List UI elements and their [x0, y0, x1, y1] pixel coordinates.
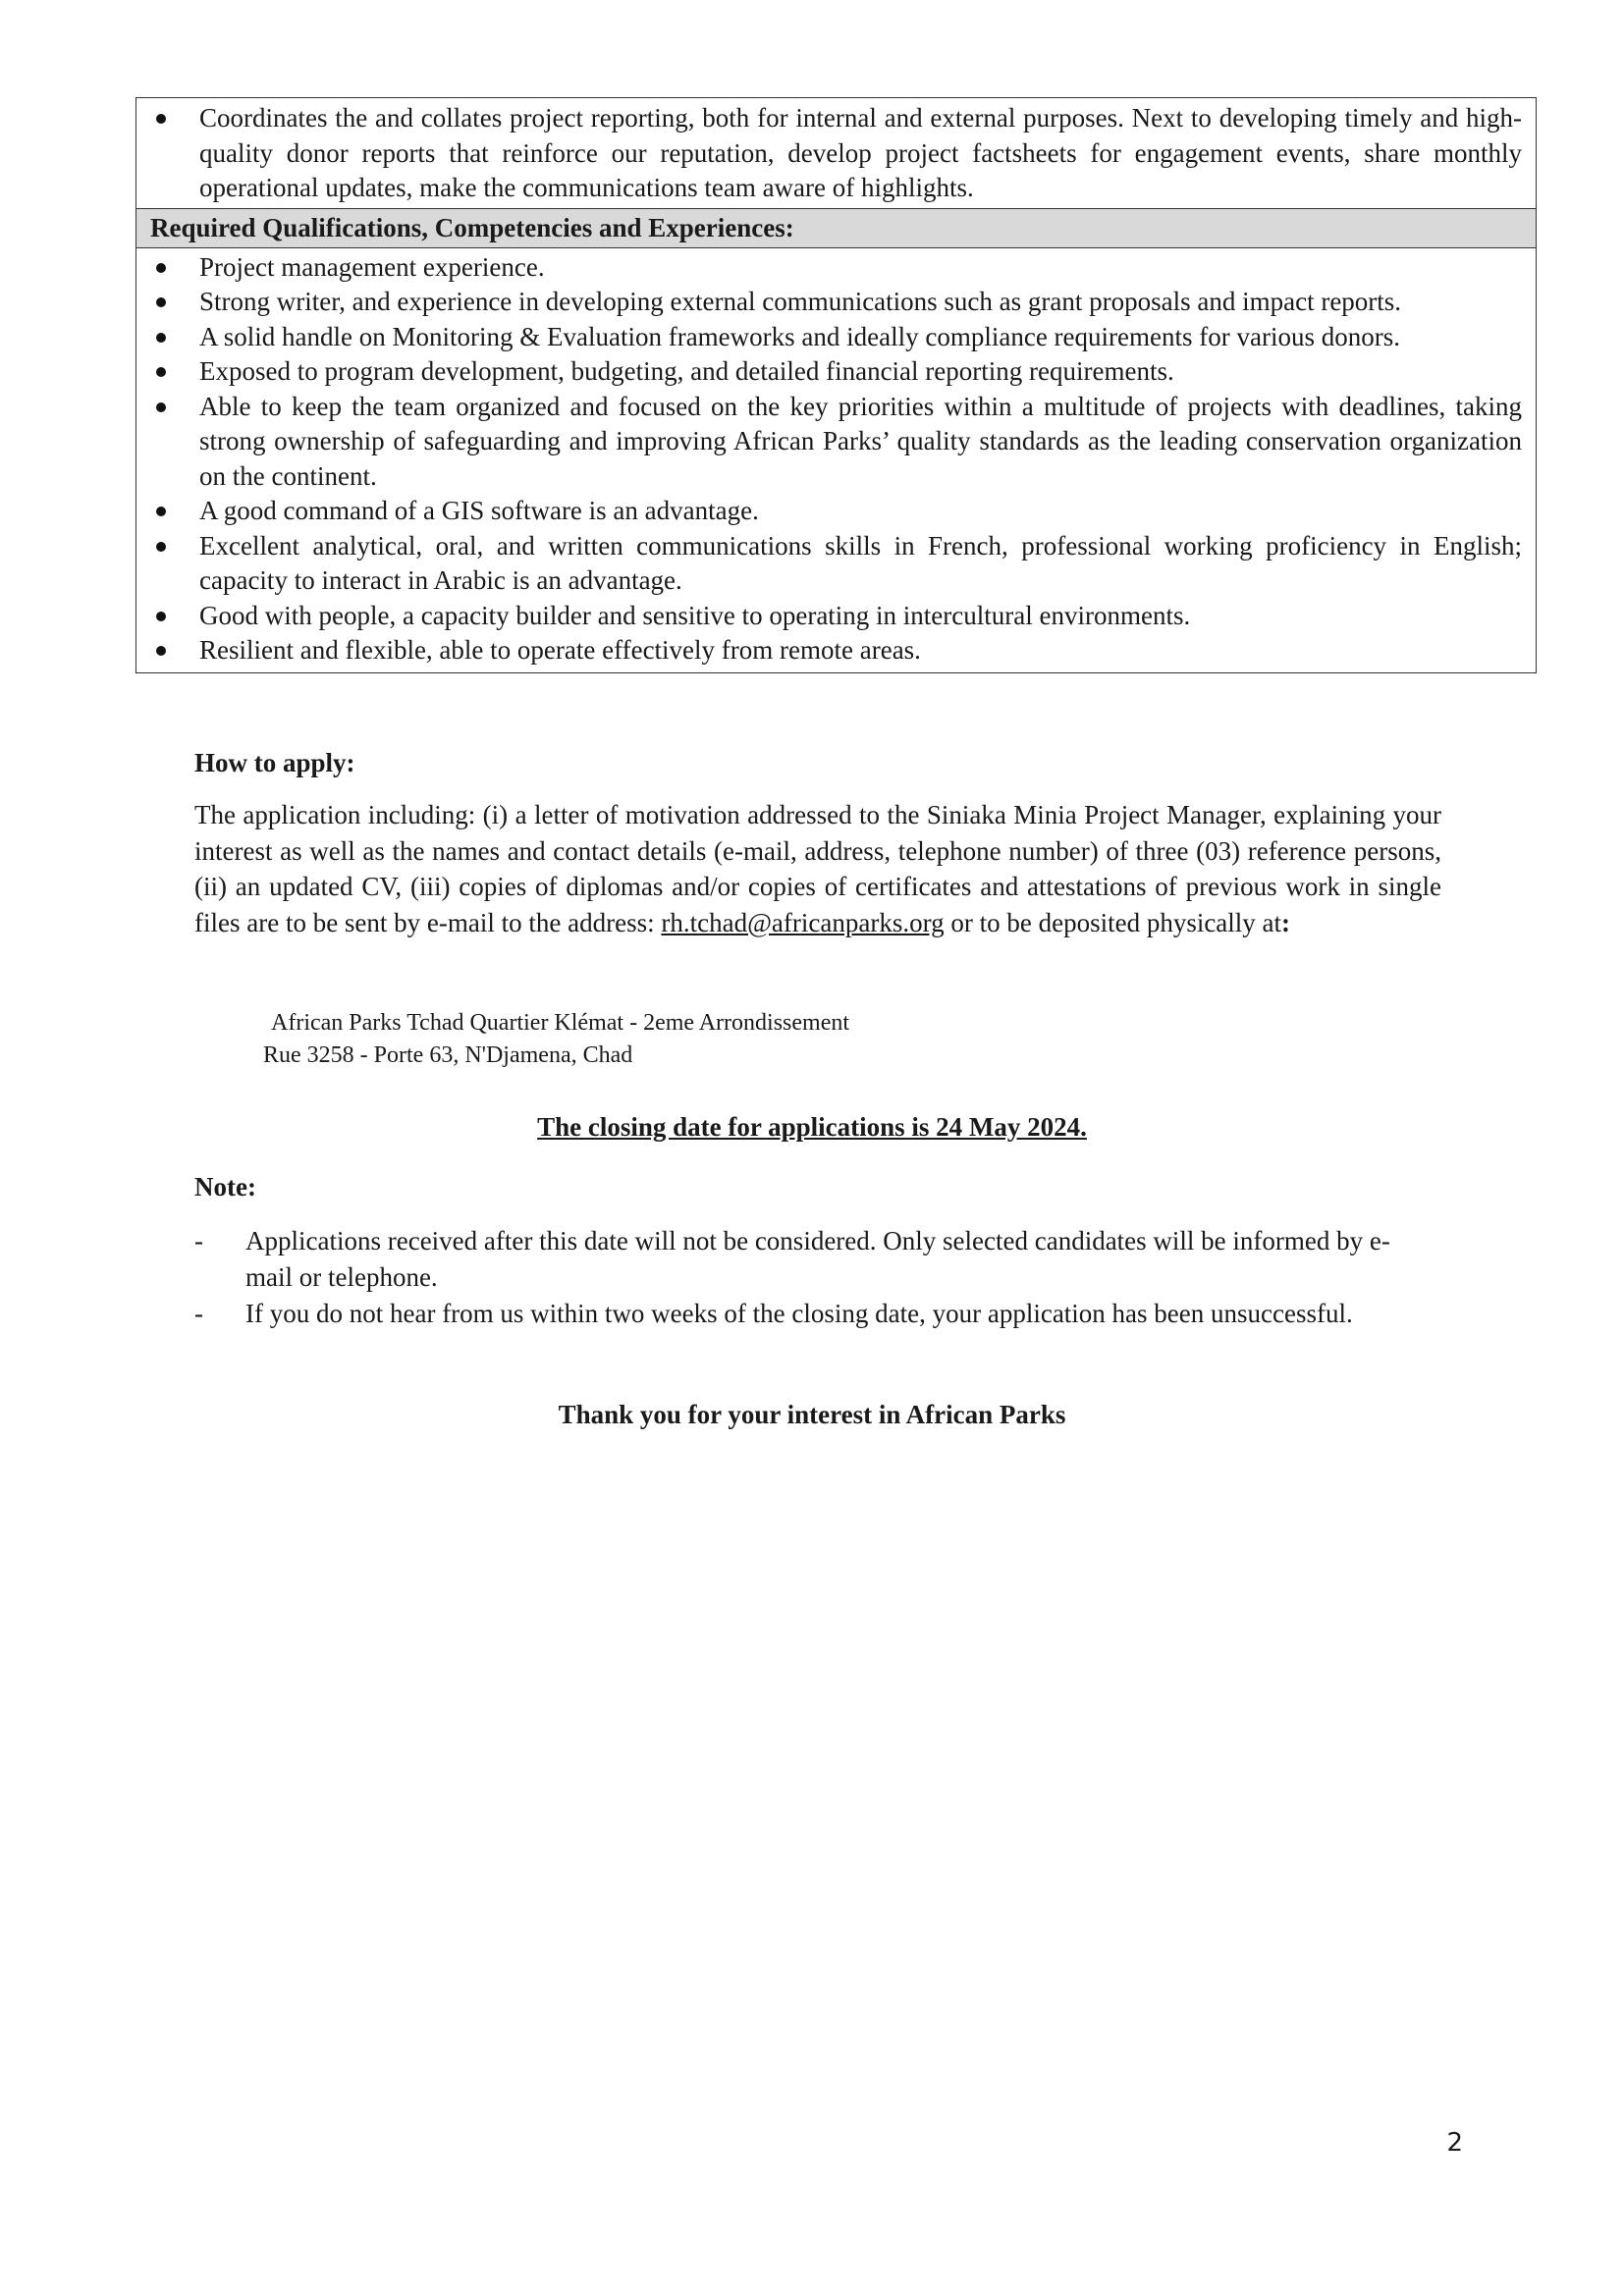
responsibilities-cell: [136, 98, 1536, 209]
how-to-apply-heading: How to apply:: [194, 748, 355, 777]
qualifications-header: Required Qualifications, Competencies and Experiences:: [136, 209, 1536, 248]
bullet-icon: [156, 114, 166, 124]
responsibility-item: Coordinates the and collates project reporting, both for internal and external purposes. Next to developing timely and high-quality donor reports that reinforce our reputation, develop project factsheets for engagement events, share monthly operational updates, make the communications team aware of highlights.: [150, 101, 1522, 206]
qualification-item: A solid handle on Monitoring & Evaluation frameworks and ideally compliance requirements for various donors.: [150, 320, 1522, 355]
page-number: 2: [1446, 2128, 1463, 2158]
qualification-item: Good with people, a capacity builder and sensitive to operating in intercultural environments.: [150, 599, 1522, 634]
address-line-1: African Parks Tchad Quartier Klémat - 2eme Arrondissement: [271, 1010, 850, 1036]
bullet-icon: [156, 402, 166, 412]
qualification-item: Excellent analytical, oral, and written communications skills in French, professional working proficiency in English; capacity to interact in Arabic is an advantage.: [150, 529, 1522, 599]
closing-date: The closing date for applications is 24 May 2024.: [537, 1112, 1087, 1142]
qualifications-cell: [136, 248, 1536, 672]
bullet-icon: [156, 542, 166, 552]
application-instructions: The application including: (i) a letter of motivation addressed to the Siniaka Minia Project Manager, explaining your interest as well as the names and contact details (e-mail, address, telephone number) of three (03) reference persons, (ii) an updated CV, (iii) copies of diplomas and/or copies of certificates and attestations of previous work in single files are to be sent by e-mail to the address: rh.tchad@africanparks.org or to be deposited physically at:: [194, 800, 1441, 937]
bullet-icon: [156, 612, 166, 621]
note-section: [194, 1170, 1441, 1332]
qualification-item: A good command of a GIS software is an advantage.: [150, 494, 1522, 529]
bullet-icon: [156, 367, 166, 377]
bullet-icon: [156, 333, 166, 343]
note-item: - Applications received after this date will not be considered. Only selected candidates will be informed by e-mail or telephone.: [194, 1226, 1390, 1292]
qualification-item: Able to keep the team organized and focused on the key priorities within a multitude of projects with deadlines, taking strong ownership of safeguarding and improving African Parks’ quality standards as the leading conservation organization on the continent.: [150, 390, 1522, 495]
requirements-table: [135, 97, 1537, 673]
note-list: [194, 1223, 1432, 1332]
bullet-icon: [156, 297, 166, 307]
bullet-icon: [156, 263, 166, 273]
office-address: [263, 1007, 849, 1072]
thank-you-note: Thank you for your interest in African Parks: [558, 1400, 1066, 1429]
how-to-apply-section: [194, 746, 1441, 940]
bullet-icon: [156, 646, 166, 656]
note-heading: Note:: [194, 1172, 256, 1201]
address-line-2: Rue 3258 - Porte 63, N'Djamena, Chad: [263, 1042, 633, 1068]
qualifications-list: [150, 250, 1522, 668]
qualification-item: Project management experience.: [150, 250, 1522, 286]
note-item: - If you do not hear from us within two weeks of the closing date, your application has been unsuccessful.: [194, 1299, 1353, 1328]
qualification-item: Exposed to program development, budgeting, and detailed financial reporting requirements.: [150, 354, 1522, 390]
hr-email-link[interactable]: rh.tchad@africanparks.org: [661, 907, 945, 937]
qualification-item: Resilient and flexible, able to operate effectively from remote areas.: [150, 633, 1522, 668]
qualification-item: Strong writer, and experience in developing external communications such as grant proposals and impact reports.: [150, 285, 1522, 320]
bullet-icon: [156, 507, 166, 516]
